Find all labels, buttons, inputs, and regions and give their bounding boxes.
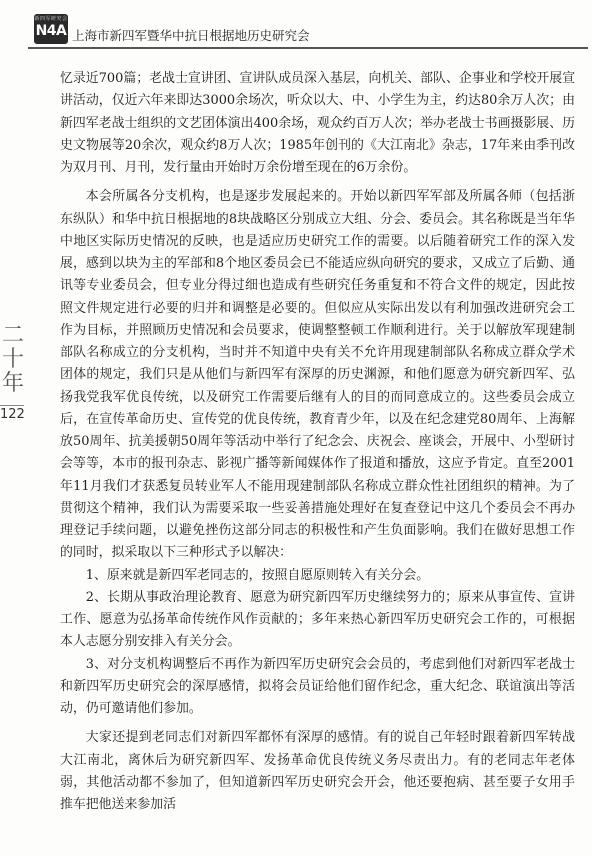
paragraph: 2、长期从事政治理论教育、愿意为研究新四军历史继续努力的；原来从事宣传、宣讲工作、愿意为弘扬革命传统作风作贡献的；多年来热心新四军历史研究会工作的，可根据本人志愿分别安排入有关分会。 xyxy=(60,589,575,650)
paragraph: 忆录近700篇；老战士宣讲团、宣讲队成员深入基层，向机关、部队、企事业和学校开展宣讲活动，仅近六年来即达3000余场次，听众以大、中、小学生为主，约达80余万人次；由新四军老战士组织的文艺团体演出400余场，观众约百万人次；举办老战士书画摄影展、历史文物展等20余次，观众约8万人次；1985年创刊的《大江南北》杂志，17年来由季刊改为双月刊、月刊，发行量由开始时万余份增至现在的6万余份。 xyxy=(60,71,575,175)
side-char: 年 xyxy=(2,371,25,396)
page-header xyxy=(0,0,592,62)
paragraph: 3、对分支机构调整后不再作为新四军历史研究会会员的，考虑到他们对新四军老战士和新四军历史研究会的深厚感情，拟将会员证给他们留作纪念，重大纪念、联谊演出等活动，仍可邀请他们参加。 xyxy=(60,656,575,716)
page-number: 122 xyxy=(0,407,25,422)
side-char: 十 xyxy=(2,347,25,372)
header-title: 上海市新四军暨华中抗日根据地历史研究会 xyxy=(72,28,310,43)
logo-main-text: N4A xyxy=(35,23,67,39)
paragraph: 1、原来就是新四军老同志的，按照自愿原则转入有关分会。 xyxy=(85,567,430,583)
n4a-logo xyxy=(34,14,68,44)
paragraph: 大家还提到老同志们对新四军都怀有深厚的感情。有的说自己年轻时跟着新四军转战大江南北，离休后为研究新四军、发扬革命优良传统义务尽责出力。有的老同志年老体弱，其他活动都不参加了，但知道新四军历史研究会开会，他还要抱病、甚至要子女用手推车把他送来参加活 xyxy=(60,730,575,812)
header-rule xyxy=(28,47,588,49)
side-char: 二 xyxy=(2,323,25,348)
logo-small-text: 新四军研究会 xyxy=(34,16,68,22)
side-calligraphy-mark xyxy=(0,318,28,396)
page-number-rule xyxy=(0,405,24,406)
paragraph: 本会所属各分支机构，也是逐步发展起来的。开始以新四军军部及所属各师（包括浙东纵队）和华中抗日根据地的8块战略区分别成立大组、分会、委员会。其名称既是当年华中地区实际历史情况的反映，也是适应历史研究工作的需要。以后随着研究工作的深入发展，感到以块为主的军部和8个地区委员会已不能适应纵向研究的要求，又成立了后勤、通讯等专业委员会，但专业分得过细也造成有些研究任务重复和不符合文件的规定，因此按照文件规定进行必要的归并和调整是必要的。但似应从实际出发以有利加强改进研究会工作为目标，并照顾历史情况和会员要求，使调整整顿工作顺利进行。关于以解放军现建制部队名称成立的分支机构，当时并不知道中央有关不允许用现建制部队名称成立群众学术团体的规定，我们只是从他们与新四军有深厚的历史渊源，和他们愿意为研究新四军、弘扬我党我军优良传统，以及研究工作需要后继有人的目的而同意成立的。这些委员会成立后，在宣传革命历史、宣传党的优良传统，教育青少年，以及在纪念建党80周年、上海解放50周年、抗美援朝50周年等活动中举行了纪念会、庆祝会、座谈会，开展中、小型研讨会等等，本市的报刊杂志、影视广播等新闻媒体作了报道和播放，这应予肯定。直至2001年11月我们才获悉复员转业军人不能用现建制部队名称成立群众性社团组织的精神。为了贯彻这个精神，我们认为需要采取一些妥善措施处理好在复查登记中这几个委员会不再办理登记手续问题，以避免挫伤这部分同志的积极性和产生负面影响。我们在做好思想工作的同时，拟采取以下三种形式予以解决： xyxy=(60,189,575,561)
body-text xyxy=(60,68,575,816)
